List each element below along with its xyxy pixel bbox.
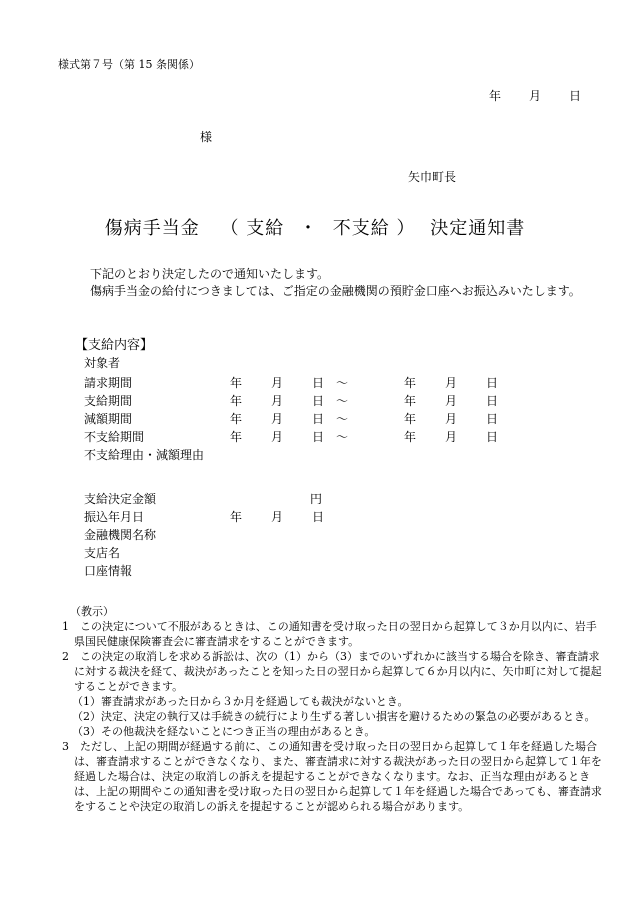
details-heading: 【支給内容】 [75,338,154,353]
to-month: 月 [445,376,458,390]
label-request-period: 請求期間 [84,376,133,390]
title-suffix: 決定通知書 [430,218,526,239]
addressee-suffix: 様 [200,130,213,144]
intro-text [62,266,602,300]
to-month: 月 [445,394,458,408]
note-1: 1 この決定について不服があるときは、この通知書を受け取った日の翌日から起算して３か月以内に、岩手県国民健康保険審査会に審査請求をすることができます。 [62,620,597,648]
range-tilde: ～ [336,394,349,408]
from-day: 日 [312,430,325,444]
note-2-item-3: （3）その他裁決を経ないことにつき正当の理由があるとき。 [72,725,376,738]
label-reduction-period: 減額期間 [84,412,133,426]
range-tilde: ～ [336,430,349,444]
to-year: 年 [404,376,417,390]
title-main: 傷病手当金 [104,218,200,239]
intro-line-1: 下記のとおり決定したので通知いたします。 [90,267,330,281]
transfer-month: 月 [271,510,284,524]
from-day: 日 [312,394,325,408]
note-2-item-2: （2）決定、決定の執行又は手続きの続行により生ずる著しい損害を避けるための緊急の必要があるとき。 [72,710,596,723]
title-dot: ・ [299,218,318,239]
date-day: 日 [569,89,582,103]
label-nonpayment-period: 不支給期間 [84,430,145,444]
label-amount: 支給決定金額 [84,492,157,506]
from-year: 年 [230,394,243,408]
intro-line-2: 傷病手当金の給付につきましては、ご指定の金融機関の預貯金口座へお振込みいたします。 [90,284,581,298]
note-2: 2 この決定の取消しを求める訴訟は、次の（1）から（3）までのいずれかに該当する場合を除き、審査請求に対する裁決を経て、裁決があったことを知った日の翌日から起算して６か月以内に、矢巾町に対して提起することができます。 [62,650,602,693]
from-month: 月 [271,430,284,444]
label-account: 口座情報 [84,564,133,578]
to-day: 日 [486,430,499,444]
notes-section [62,604,607,814]
to-month: 月 [445,430,458,444]
document-title [0,214,630,240]
title-option-payment: 支給 [246,218,285,239]
label-bank-name: 金融機関名称 [84,528,157,542]
label-subject: 対象者 [84,356,121,370]
note-2-item-1: （1）審査請求があった日から３か月を経過しても裁決がないとき。 [72,695,409,708]
from-month: 月 [271,394,284,408]
label-branch: 支店名 [84,546,121,560]
from-day: 日 [312,412,325,426]
transfer-day: 日 [312,510,325,524]
from-month: 月 [271,412,284,426]
to-year: 年 [404,394,417,408]
from-month: 月 [271,376,284,390]
label-transfer-date: 振込年月日 [84,510,145,524]
to-month: 月 [445,412,458,426]
from-year: 年 [230,412,243,426]
note-3: 3 ただし、上記の期間が経過する前に、この通知書を受け取った日の翌日から起算して１年を経過した場合は、審査請求することができなくなり、また、審査請求に対する裁決があった日の翌日から起算して１年を経過した場合は、決定の取消しの訴えを提起することができなくなります。なお、正当な理由があるときは、上記の期間やこの通知書を受け取った日の翌日から起算して１年を経過した場合であっても、審査請求をすることや決定の取消しの訴えを提起することが認められる場合があります。 [62,740,602,813]
to-day: 日 [486,376,499,390]
to-year: 年 [404,412,417,426]
date-year: 年 [489,89,502,103]
notes-heading: （教示） [70,605,114,618]
from-day: 日 [312,376,325,390]
to-day: 日 [486,394,499,408]
transfer-year: 年 [230,510,243,524]
from-year: 年 [230,430,243,444]
title-close-paren: ） [396,218,416,239]
to-day: 日 [486,412,499,426]
range-tilde: ～ [336,376,349,390]
form-number: 様式第７号（第 15 条関係） [58,58,200,71]
issuer-name: 矢巾町長 [408,170,457,184]
issue-date [489,87,581,104]
to-year: 年 [404,430,417,444]
range-tilde: ～ [336,412,349,426]
label-payment-period: 支給期間 [84,394,133,408]
title-option-nonpayment: 不支給 [332,218,390,239]
from-year: 年 [230,376,243,390]
label-reason: 不支給理由・減額理由 [84,448,205,462]
date-month: 月 [529,89,542,103]
yen-unit: 円 [310,492,323,506]
title-open-paren: （ [220,218,240,239]
